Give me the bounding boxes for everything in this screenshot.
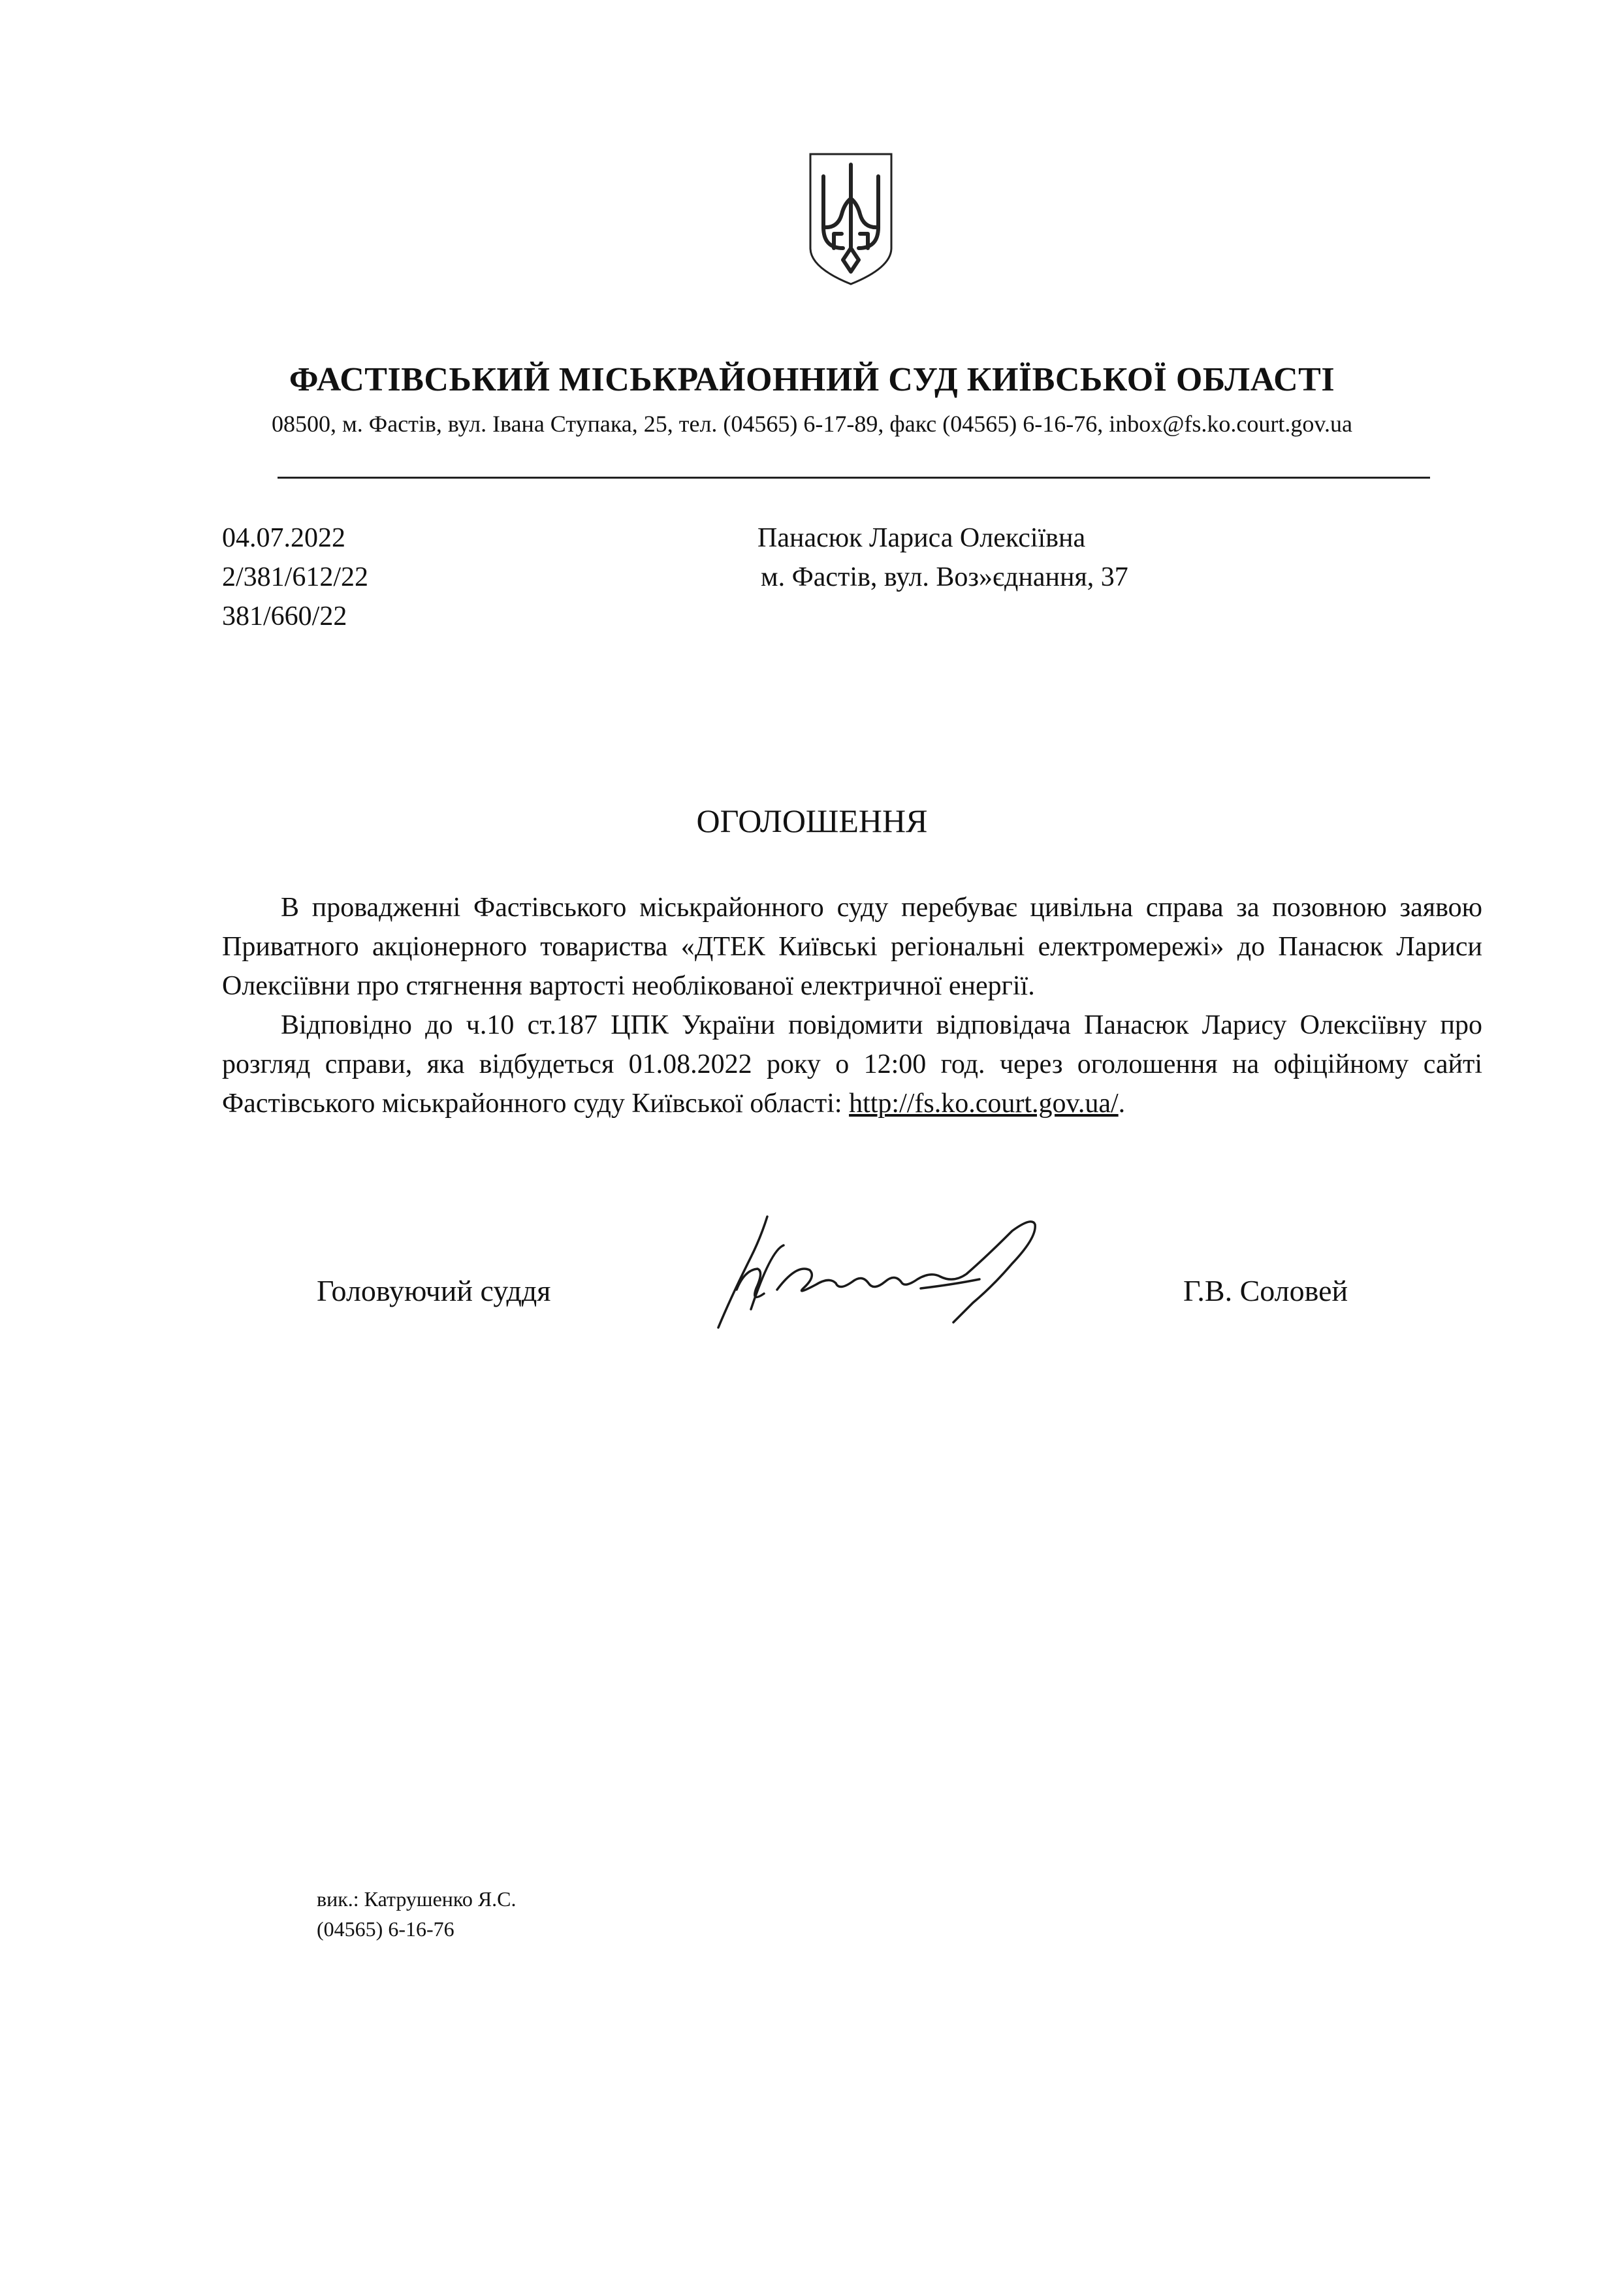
handwritten-signature-icon bbox=[705, 1211, 1045, 1335]
case-number: 381/660/22 bbox=[222, 601, 347, 631]
tryzub-coat-of-arms-icon bbox=[805, 150, 897, 287]
recipient-name: Панасюк Лариса Олексіївна bbox=[757, 523, 1086, 553]
signer-role: Головуючий суддя bbox=[317, 1274, 551, 1307]
document-title: ОГОЛОШЕННЯ bbox=[696, 803, 928, 839]
header-divider bbox=[278, 477, 1430, 479]
executor-name: вик.: Катрушенко Я.С. bbox=[317, 1887, 517, 1911]
recipient-address: м. Фастів, вул. Воз»єднання, 37 bbox=[761, 562, 1128, 592]
outgoing-number: 2/381/612/22 bbox=[222, 562, 369, 592]
signer-name: Г.В. Соловей bbox=[1183, 1274, 1348, 1307]
body-paragraph-2-text: Відповідно до ч.10 ст.187 ЦПК України повідомити відповідача Панасюк Ларису Олексіївну про розгляд справи, яка відбудеться 01.08.2022 року о 12:00 год. через оголошення на офіційному сайті Фастівського міськрайонного суду Київської області: bbox=[222, 1010, 1482, 1119]
court-website-link[interactable]: http://fs.ko.court.gov.ua/ bbox=[849, 1089, 1119, 1119]
document-date: 04.07.2022 bbox=[222, 523, 345, 553]
executor-phone: (04565) 6-16-76 bbox=[317, 1917, 454, 1941]
court-address: 08500, м. Фастів, вул. Івана Ступака, 25, тел. (04565) 6-17-89, факс (04565) 6-16-76, inbox@fs.ko.court.gov.ua bbox=[272, 411, 1352, 437]
document-body bbox=[222, 888, 1482, 1123]
court-name: ФАСТІВСЬКИЙ МІСЬКРАЙОННИЙ СУД КИЇВСЬКОЇ ОБЛАСТІ bbox=[289, 361, 1335, 398]
body-paragraph-1: В провадженні Фастівського міськрайонного суду перебуває цивільна справа за позовною заявою Приватного акціонерного товариства «ДТЕК Київські регіональні електромережі» до Панасюк Лариси Олексіївни про стягнення вартості необлікованої електричної енергії. bbox=[222, 893, 1482, 1001]
link-suffix: . bbox=[1118, 1089, 1126, 1119]
body-paragraph-2 bbox=[222, 1006, 1482, 1123]
